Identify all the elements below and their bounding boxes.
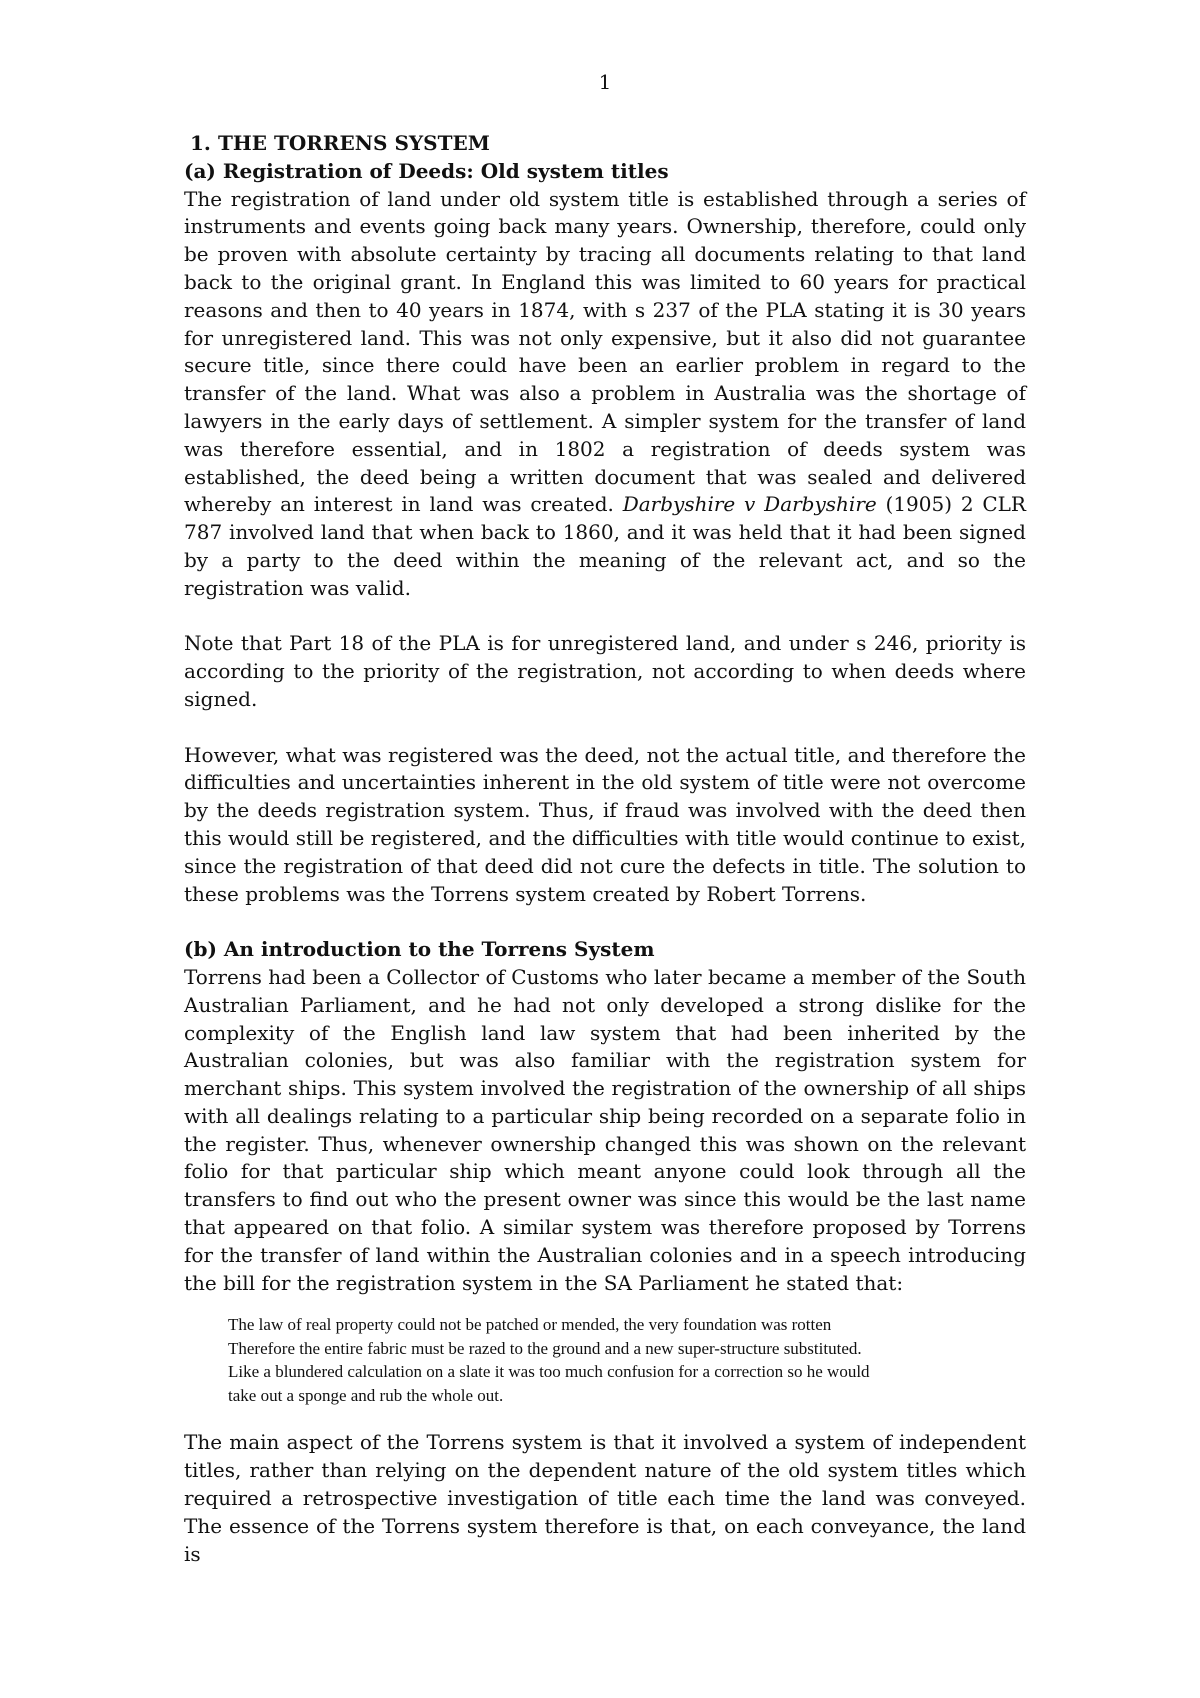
paragraph-deeds-limitations: However, what was registered was the deed, not the actual title, and therefore the difficulties and uncertainties inherent in the old system of title were not overcome by the deeds registration system. Thus, if fraud was involved with the deed then this would still be registered, and the difficulties with title would continue to exist, since the registration of that deed did not cure the defects in title. The solution to these problems was the Torrens system created by Robert Torrens.	[184, 742, 1026, 906]
paragraph-torrens-background: Torrens had been a Collector of Customs who later became a member of the South Australian Parliament, and he had not only developed a strong dislike for the complexity of the English land law system that had been inherited by the Australian colonies, but was also familiar with the registration system for merchant ships. This system involved the registration of the ownership of all ships with all dealings relating to a particular ship being recorded on a separate folio in the register. Thus, whenever ownership changed this was shown on the relevant folio for that particular ship which meant anyone could look through all the transfers to find out who the present owner was since this would be the last name that appeared on that folio. A similar system was therefore proposed by Torrens for the transfer of land within the Australian colonies and in a speech introducing the bill for the registration system in the SA Parliament he stated that:	[184, 964, 1026, 1295]
subheading-torrens-introduction: (b) An introduction to the Torrens System	[184, 937, 655, 962]
section-title-text: THE TORRENS SYSTEM	[218, 131, 490, 155]
paragraph-old-system-titles	[184, 186, 1026, 603]
document-page	[184, 68, 1026, 1568]
paragraph-text-continued: (1905) 2 CLR 787 involved land that when back to 1860, and it was held that it had been signed by a party to the deed within the meaning of the relevant act, and so the registration was valid.	[184, 492, 1026, 600]
quote-line: take out a sponge and rub the whole out.	[228, 1385, 504, 1405]
quote-line: Therefore the entire fabric must be razed to the ground and a new super-structure substituted.	[228, 1338, 862, 1358]
quote-line: Like a blundered calculation on a slate it was too much confusion for a correction so he would	[228, 1362, 870, 1382]
paragraph-independent-titles: The main aspect of the Torrens system is that it involved a system of independent titles, rather than relying on the dependent nature of the old system titles which required a retrospective investigation of title each time the land was conveyed. The essence of the Torrens system therefore is that, on each conveyance, the land is	[184, 1430, 1026, 1566]
section-heading	[184, 130, 1026, 158]
subheading-registration-of-deeds: (a) Registration of Deeds: Old system titles	[184, 158, 669, 183]
paragraph-part-18-note: Note that Part 18 of the PLA is for unregistered land, and under s 246, priority is according to the priority of the registration, not according to when deeds where signed.	[184, 631, 1026, 711]
paragraph-text: The registration of land under old system title is established through a series of instruments and events going back many years. Ownership, therefore, could only be proven with absolute certainty by tracing all documents relating to that land back to the original grant. In England this was limited to 60 years for practical reasons and then to 40 years in 1874, with s 237 of the PLA stating it is 30 years for unregistered land. This was not only expensive, but it also did not guarantee secure title, since there could have been an earlier problem in regard to the transfer of the land. What was also a problem in Australia was the shortage of lawyers in the early days of settlement. A simpler system for the transfer of land was therefore essential, and in 1802 a registration of deeds system was established, the deed being a written document that was sealed and delivered whereby an interest in land was created.	[184, 186, 1026, 517]
case-name: Darbyshire v Darbyshire	[622, 492, 877, 517]
page-number: 1	[598, 70, 612, 94]
torrens-speech-quote	[228, 1313, 998, 1407]
section-number: 1.	[190, 131, 211, 155]
quote-line: The law of real property could not be patched or mended, the very foundation was rotten	[228, 1315, 832, 1335]
